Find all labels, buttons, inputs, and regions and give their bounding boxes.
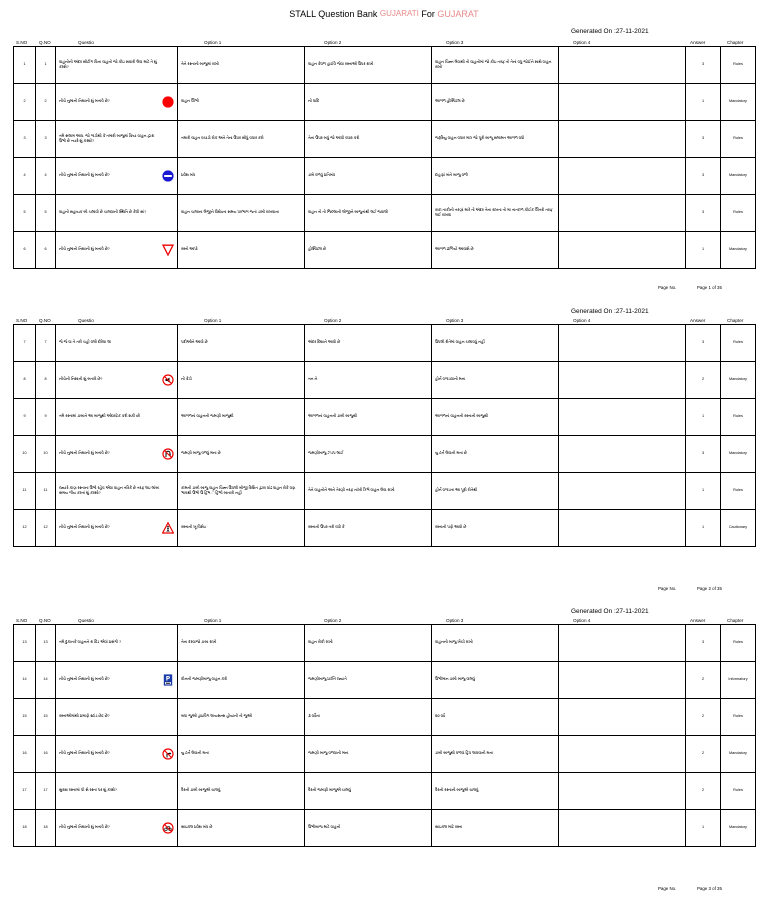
- option-1: તેને રસ્તાની બાજુમાં રાખો: [178, 47, 305, 84]
- option-2: તેને વાહનોને અને તેરણી તરફ નાંખી ત્રિભે વાહન લેવા રાખો: [305, 473, 432, 510]
- no-u-turn-sign-icon: [162, 448, 174, 460]
- option-4: [559, 399, 686, 436]
- option-2: હોસ્પિટલ છે: [305, 232, 432, 269]
- pedestrian-warning-sign-icon: [162, 522, 174, 534]
- question-text: નીચે નુમાનો નિશાની શું બતાવે છે?: [59, 825, 110, 830]
- column-header-chapter: Chapter: [727, 40, 744, 45]
- option-4: [559, 232, 686, 269]
- option-3: આગળનાં વાહનની રસ્તાની બાજુથી: [432, 399, 559, 436]
- option-3: ૨૦ વર્ષ: [432, 699, 559, 736]
- table-row: [14, 510, 756, 547]
- question-number: 18: [36, 810, 56, 847]
- option-1: પદીઓને આવો છે: [178, 325, 305, 362]
- question-text: નીચે નુમાનો નિશાની શું બતાવે છે?: [59, 677, 110, 682]
- question-text: સુરક્ષા રસ્તામાં પી સે રસ્તા પર શું કરશે?: [59, 788, 117, 793]
- table-row: [14, 362, 756, 399]
- answer: 2: [686, 773, 721, 810]
- serial-number: 10: [14, 436, 36, 473]
- page-1: [0, 0, 768, 300]
- option-3: સાઇકલ માટે રસ્તા: [432, 810, 559, 847]
- column-header-answer: Answer: [690, 40, 706, 45]
- table-row: [14, 325, 756, 362]
- title-prefix: STALL Question Bank: [289, 9, 380, 19]
- chapter: Mandatory: [721, 84, 756, 121]
- table-row: [14, 121, 756, 158]
- option-1: આગળનાં વાહનની જમણી બાજુથી: [178, 399, 305, 436]
- option-2: ઉભીબાજ માટે વાહનો: [305, 810, 432, 847]
- question-number: 16: [36, 736, 56, 773]
- column-header-qno: Q.NO: [39, 40, 51, 45]
- option-1: વીનની જમણીબાજુ વાહન કરો: [178, 662, 305, 699]
- question-number: 17: [36, 773, 56, 810]
- give-way-sign-icon: [162, 244, 174, 256]
- answer: 2: [686, 736, 721, 773]
- column-header-chapter: Chapter: [727, 618, 744, 623]
- column-header-opt1: Option 1: [204, 318, 222, 323]
- option-1: વાહન ચાલાના લેજીને વિશેષતા સમય પરભાગ જતાં ડાબી રાખવાના: [178, 195, 305, 232]
- answer: 1: [686, 473, 721, 510]
- question-text: જે જે વા તે તરી ચહો વલો દોરેવા લા: [59, 340, 112, 345]
- option-1: સાઇકલ પ્રવેશ બંધ છે: [178, 810, 305, 847]
- question-text: વાહનો સહાયક બી ચલાવો છે ચાલવાની સ્થિતિ છે કેવી સાં?: [59, 210, 147, 215]
- option-3: રાકા તાકીની તરણાં મારે તો અંદર તેના રાખતા તો મા તાત્કાળ કોઈક ઊતરો તરફ લઈ રાખવા: [432, 195, 559, 232]
- option-3: ઉભીમાન ડાબી બાજુ વાલવું: [432, 662, 559, 699]
- answer: 3: [686, 325, 721, 362]
- option-2: ૩ વર્ષેના: [305, 699, 432, 736]
- serial-number: 17: [14, 773, 36, 810]
- serial-number: 15: [14, 699, 36, 736]
- option-3: વાહનની બાજુ ખેંચી રાખો: [432, 625, 559, 662]
- option-3: આગળ ઢાળિયો આવાશે છે: [432, 232, 559, 269]
- question-number: 5: [36, 195, 56, 232]
- page-number: Page 3 of 35: [697, 886, 722, 891]
- table-row: [14, 158, 756, 195]
- question-text: નીચે નુમાનો નિશાની શું બતાવે છે?: [59, 525, 110, 530]
- question-text: જ્યારે કાણ રસ્તાના ઉભો રહેવ એવા વાહન તરિકે છે તરફ લઇ લાંબા સમય ગીંય કરતાં શું કરશો?: [59, 485, 160, 495]
- column-header-answer: Answer: [690, 618, 706, 623]
- title-state: GUJARAT: [437, 9, 479, 19]
- column-header-opt2: Option 2: [324, 318, 342, 323]
- option-4: [559, 625, 686, 662]
- question-cell: [56, 625, 178, 662]
- table-row: [14, 810, 756, 847]
- generated-on: [571, 308, 649, 315]
- question-cell: [56, 662, 178, 699]
- option-2: જમણી બાજુ વળવાની મના: [305, 736, 432, 773]
- option-4: [559, 47, 686, 84]
- page-label: Page No.: [658, 886, 677, 891]
- serial-number: 4: [14, 158, 36, 195]
- generated-date: 27-11-2021: [615, 28, 649, 35]
- page-number: Page 1 of 35: [697, 285, 722, 290]
- serial-number: 6: [14, 232, 36, 269]
- option-2: ડાબે વળવું પ્રતિબંધ: [305, 158, 432, 195]
- column-header-qno: Q.NO: [39, 618, 51, 623]
- question-text: નીચે નુમાનો નિશાની શું બતાવે છે?: [59, 451, 110, 456]
- question-cell: [56, 473, 178, 510]
- question-text: નીચે નુમાનો નિશાની શું બતાવે છે?: [59, 751, 110, 756]
- option-1: તેના દરવાજો ડાબા રાખો: [178, 625, 305, 662]
- column-header-opt4: Option 4: [573, 40, 591, 45]
- table-row: [14, 84, 756, 121]
- serial-number: 3: [14, 121, 36, 158]
- serial-number: 8: [14, 362, 36, 399]
- option-4: [559, 121, 686, 158]
- option-4: [559, 362, 686, 399]
- option-4: [559, 84, 686, 121]
- option-3: રસ્તાની પણે આવો છે: [432, 510, 559, 547]
- question-number: 2: [36, 84, 56, 121]
- option-2: રસ્તાની ઉપર તરી વધો કે: [305, 510, 432, 547]
- option-4: [559, 773, 686, 810]
- generated-label: Generated On :: [571, 608, 616, 615]
- question-cell: [56, 736, 178, 773]
- chapter: Rules: [721, 47, 756, 84]
- chapter: Rules: [721, 625, 756, 662]
- option-2: તેના ઉપર બધું જો આપી વધાર કરો: [305, 121, 432, 158]
- option-4: [559, 473, 686, 510]
- question-text: નીચે નુમાનો નિશાની શું બતાવે છે?: [59, 173, 110, 178]
- option-2: વાહન રોકી રાખો: [305, 625, 432, 662]
- option-3: હોર્ન વગાડવાનો મના: [432, 362, 559, 399]
- serial-number: 14: [14, 662, 36, 699]
- page-label: Page No.: [658, 586, 677, 591]
- option-3: જરૂરિયુ વાહન વધાર માત્ર જો પૂરી બાજૂ સલામત આગળ વધો: [432, 121, 559, 158]
- generated-on: [571, 608, 649, 615]
- option-1: તમારી વાહન વચાડી રોક અને તેના ઉપર સીધું વધાર કરો: [178, 121, 305, 158]
- answer: 1: [686, 84, 721, 121]
- option-2: તન ને: [305, 362, 432, 399]
- option-2: જમણીબાજુ પ્રાપ્તિ જ્યાતે: [305, 662, 432, 699]
- question-cell: [56, 195, 178, 232]
- table-row: [14, 473, 756, 510]
- answer: 3: [686, 47, 721, 84]
- answer: 2: [686, 362, 721, 399]
- option-1: યુ ટર્ન લેવાની મના: [178, 736, 305, 773]
- serial-number: 1: [14, 47, 36, 84]
- table-row: [14, 773, 756, 810]
- option-1: નો ક્રેડી: [178, 362, 305, 399]
- chapter: Mandatory: [721, 436, 756, 473]
- svg-text:P: P: [165, 675, 171, 683]
- option-4: [559, 662, 686, 699]
- column-header-opt4: Option 4: [573, 318, 591, 323]
- chapter: Rules: [721, 473, 756, 510]
- column-header-question: Questio: [78, 318, 94, 323]
- column-header-sno: S.NO: [16, 40, 28, 45]
- answer: 1: [686, 232, 721, 269]
- option-1: વાહન ઊભો: [178, 84, 305, 121]
- answer: 2: [686, 699, 721, 736]
- page-3: [0, 600, 768, 900]
- question-text: તમે રસ્તામાં ડાબાને આ બાજુથી ઓવરટેક કરી શકો છો: [59, 414, 140, 419]
- option-4: [559, 510, 686, 547]
- question-number: 6: [36, 232, 56, 269]
- table-row: [14, 195, 756, 232]
- option-4: [559, 736, 686, 773]
- option-4: [559, 810, 686, 847]
- answer: 3: [686, 195, 721, 232]
- option-2: વાહન કેવળ હાઈવે જેવા રસ્તાઓ ઉપર રાખો: [305, 47, 432, 84]
- question-text: નીચે નુમાનો નિશાની શું બતાવે છે?: [59, 99, 110, 104]
- option-2: વાહન તો તો જિલ્લાની લોજીને બાજુતાંથી લઈ જવાલો: [305, 195, 432, 232]
- question-number: 11: [36, 473, 56, 510]
- column-header-opt1: Option 1: [204, 618, 222, 623]
- question-cell: [56, 773, 178, 810]
- question-number: 15: [36, 699, 56, 736]
- option-2: આગળનાં વાહનની ડાબી બાજુથી: [305, 399, 432, 436]
- chapter: Rules: [721, 699, 756, 736]
- column-header-sno: S.NO: [16, 318, 28, 323]
- generated-date: 27-11-2021: [615, 608, 649, 615]
- column-header-opt2: Option 2: [324, 40, 342, 45]
- option-2: નો વાદિ: [305, 84, 432, 121]
- option-1: બધા જુઓ ડ્રાઇવિંગ લાયસન્સ હોયાની તો જુઓ: [178, 699, 305, 736]
- option-1: પ્રવેશ બંધ: [178, 158, 305, 195]
- question-number: 1: [36, 47, 56, 84]
- question-cell: [56, 232, 178, 269]
- question-number: 12: [36, 510, 56, 547]
- chapter: Rules: [721, 121, 756, 158]
- answer: 3: [686, 436, 721, 473]
- column-header-question: Questio: [78, 618, 94, 623]
- question-text: તમે દુકાનકે વાહનને રા દિંડ એવાં પ્રસંગો ?: [59, 640, 122, 645]
- serial-number: 2: [14, 84, 36, 121]
- option-1: કામની ડાબી બાજુ વાહન ચિહ્ન ઉપલી બીજી રિશિત દ્વારા વાંઢ વાહન રોકે વણ ભાવથી ઉભો ઉ ટ્રિભ ે ટ્રિભી બાતારી નહીં: [178, 473, 305, 510]
- question-cell: [56, 810, 178, 847]
- option-2: અંદર દિશાને આવો છે: [305, 325, 432, 362]
- option-3: યુ ટર્ન લેવાની મના છે: [432, 436, 559, 473]
- option-3: ડાબી બાજુથી વળવાં ટ્રિપ લાવવાની મના: [432, 736, 559, 773]
- page-label: Page No.: [658, 285, 677, 290]
- generated-label: Generated On :: [571, 308, 616, 315]
- chapter: Mandatory: [721, 362, 756, 399]
- question-text: રસ્તાઓમાંથી પ્રમાણે સ્ટાંડ છેટ છે?: [59, 714, 110, 719]
- option-1: જમણી બાજુ વળવું મના છે: [178, 436, 305, 473]
- column-header-sno: S.NO: [16, 618, 28, 623]
- question-cell: [56, 84, 178, 121]
- chapter: Mandatory: [721, 736, 756, 773]
- no-entry-sign-icon: [162, 170, 174, 182]
- question-number: 7: [36, 325, 56, 362]
- parking-sign-icon: [162, 674, 174, 686]
- answer: 3: [686, 158, 721, 195]
- table-row: [14, 47, 756, 84]
- serial-number: 18: [14, 810, 36, 847]
- generated-label: Generated On :: [571, 28, 616, 35]
- serial-number: 11: [14, 473, 36, 510]
- question-cell: [56, 47, 178, 84]
- option-3: વાહન ચિહ્ન લેવાથી તો વાહનોમાં જો કોઇ તરફ તો તેનાં વધુ જોઈને સાથે વાહન રાખો: [432, 47, 559, 84]
- document-title: [0, 9, 768, 19]
- column-header-answer: Answer: [690, 318, 706, 323]
- column-header-chapter: Chapter: [727, 318, 744, 323]
- serial-number: 16: [14, 736, 36, 773]
- option-3: હોર્ન વગાડતા આ પૂરી રીતેથી: [432, 473, 559, 510]
- question-text: નીચે નુમાનો નિશાની શું બતાવે છે?: [59, 247, 110, 252]
- answer: 3: [686, 625, 721, 662]
- option-1: રસ્તો આપો: [178, 232, 305, 269]
- question-number: 14: [36, 662, 56, 699]
- option-1: રસ્તાની ખૂ વિશેષ: [178, 510, 305, 547]
- no-right-turn-sign-icon: [162, 748, 174, 760]
- question-cell: [56, 510, 178, 547]
- chapter: Mandatory: [721, 158, 756, 195]
- column-header-opt3: Option 3: [446, 40, 464, 45]
- option-3: વૈરની રસ્તાની બાજુએ ચાલવું: [432, 773, 559, 810]
- no-cycle-sign-icon: [162, 822, 174, 834]
- question-cell: [56, 399, 178, 436]
- table-row: [14, 399, 756, 436]
- column-header-opt4: Option 4: [573, 618, 591, 623]
- generated-on: [571, 28, 649, 35]
- option-4: [559, 436, 686, 473]
- answer: 1: [686, 510, 721, 547]
- chapter: Informatory: [721, 662, 756, 699]
- serial-number: 13: [14, 625, 36, 662]
- table-row: [14, 699, 756, 736]
- option-4: [559, 158, 686, 195]
- column-header-qno: Q.NO: [39, 318, 51, 323]
- question-number: 13: [36, 625, 56, 662]
- answer: 1: [686, 810, 721, 847]
- question-text: વાહનોની અંદર સીટીંગ વિના વાહનો જો કોઇ સવારી લેવા માટે તે શું કરશે?: [59, 59, 157, 69]
- question-number: 4: [36, 158, 56, 195]
- question-number: 8: [36, 362, 56, 399]
- question-number: 9: [36, 399, 56, 436]
- no-horn-sign-icon: [162, 374, 174, 386]
- serial-number: 5: [14, 195, 36, 232]
- title-for: For: [418, 9, 438, 19]
- option-3: ઉપલી રીતેમાં વાહન ચલાવવું નહીં: [432, 325, 559, 362]
- chapter: Rules: [721, 195, 756, 232]
- title-language: GUJARATI: [379, 9, 419, 18]
- serial-number: 9: [14, 399, 36, 436]
- option-4: [559, 195, 686, 232]
- option-2: વૈરની જમણી બાજુએ ચાલવું: [305, 773, 432, 810]
- question-table: [13, 624, 756, 847]
- chapter: Rules: [721, 399, 756, 436]
- chapter: Mandatory: [721, 232, 756, 269]
- table-row: [14, 662, 756, 699]
- serial-number: 12: [14, 510, 36, 547]
- stop-sign-icon: [162, 96, 174, 108]
- answer: 2: [686, 662, 721, 699]
- option-3: દાહણાં બંને બાજુ વળો: [432, 158, 559, 195]
- question-cell: [56, 158, 178, 195]
- page-number: Page 2 of 35: [697, 586, 722, 591]
- column-header-opt1: Option 1: [204, 40, 222, 45]
- chapter: Rules: [721, 325, 756, 362]
- table-row: [14, 736, 756, 773]
- serial-number: 7: [14, 325, 36, 362]
- option-3: આગળ હોસ્પિટલ છે: [432, 84, 559, 121]
- option-4: [559, 325, 686, 362]
- page-2: [0, 300, 768, 600]
- column-header-opt3: Option 3: [446, 618, 464, 623]
- question-cell: [56, 121, 178, 158]
- question-cell: [56, 699, 178, 736]
- question-cell: [56, 325, 178, 362]
- table-row: [14, 436, 756, 473]
- chapter: Cautionary: [721, 510, 756, 547]
- question-table: [13, 324, 756, 547]
- chapter: Rules: [721, 773, 756, 810]
- column-header-question: Questio: [78, 40, 94, 45]
- question-number: 10: [36, 436, 56, 473]
- question-table: [13, 46, 756, 269]
- question-cell: [56, 436, 178, 473]
- answer: 1: [686, 399, 721, 436]
- column-header-opt2: Option 2: [324, 618, 342, 623]
- table-row: [14, 232, 756, 269]
- answer: 3: [686, 121, 721, 158]
- table-row: [14, 625, 756, 662]
- question-text: તમે સલામ આવ. જો ગાડીથી કે તમારી બાજુમાં ક્રિયા વાહન દ્વારા ઉભો છે ત્યારે શું કરશો?: [59, 133, 155, 143]
- option-2: જમણીબાજુ ઝડપ લાઈ: [305, 436, 432, 473]
- generated-date: 27-11-2021: [615, 308, 649, 315]
- question-number: 3: [36, 121, 56, 158]
- option-1: વૈરની ડાબી બાજુએ ચાલવું: [178, 773, 305, 810]
- chapter: Mandatory: [721, 810, 756, 847]
- question-text: નીચેની નિશાની શું બતાવે છે?: [59, 377, 103, 382]
- column-header-opt3: Option 3: [446, 318, 464, 323]
- question-cell: [56, 362, 178, 399]
- option-4: [559, 699, 686, 736]
